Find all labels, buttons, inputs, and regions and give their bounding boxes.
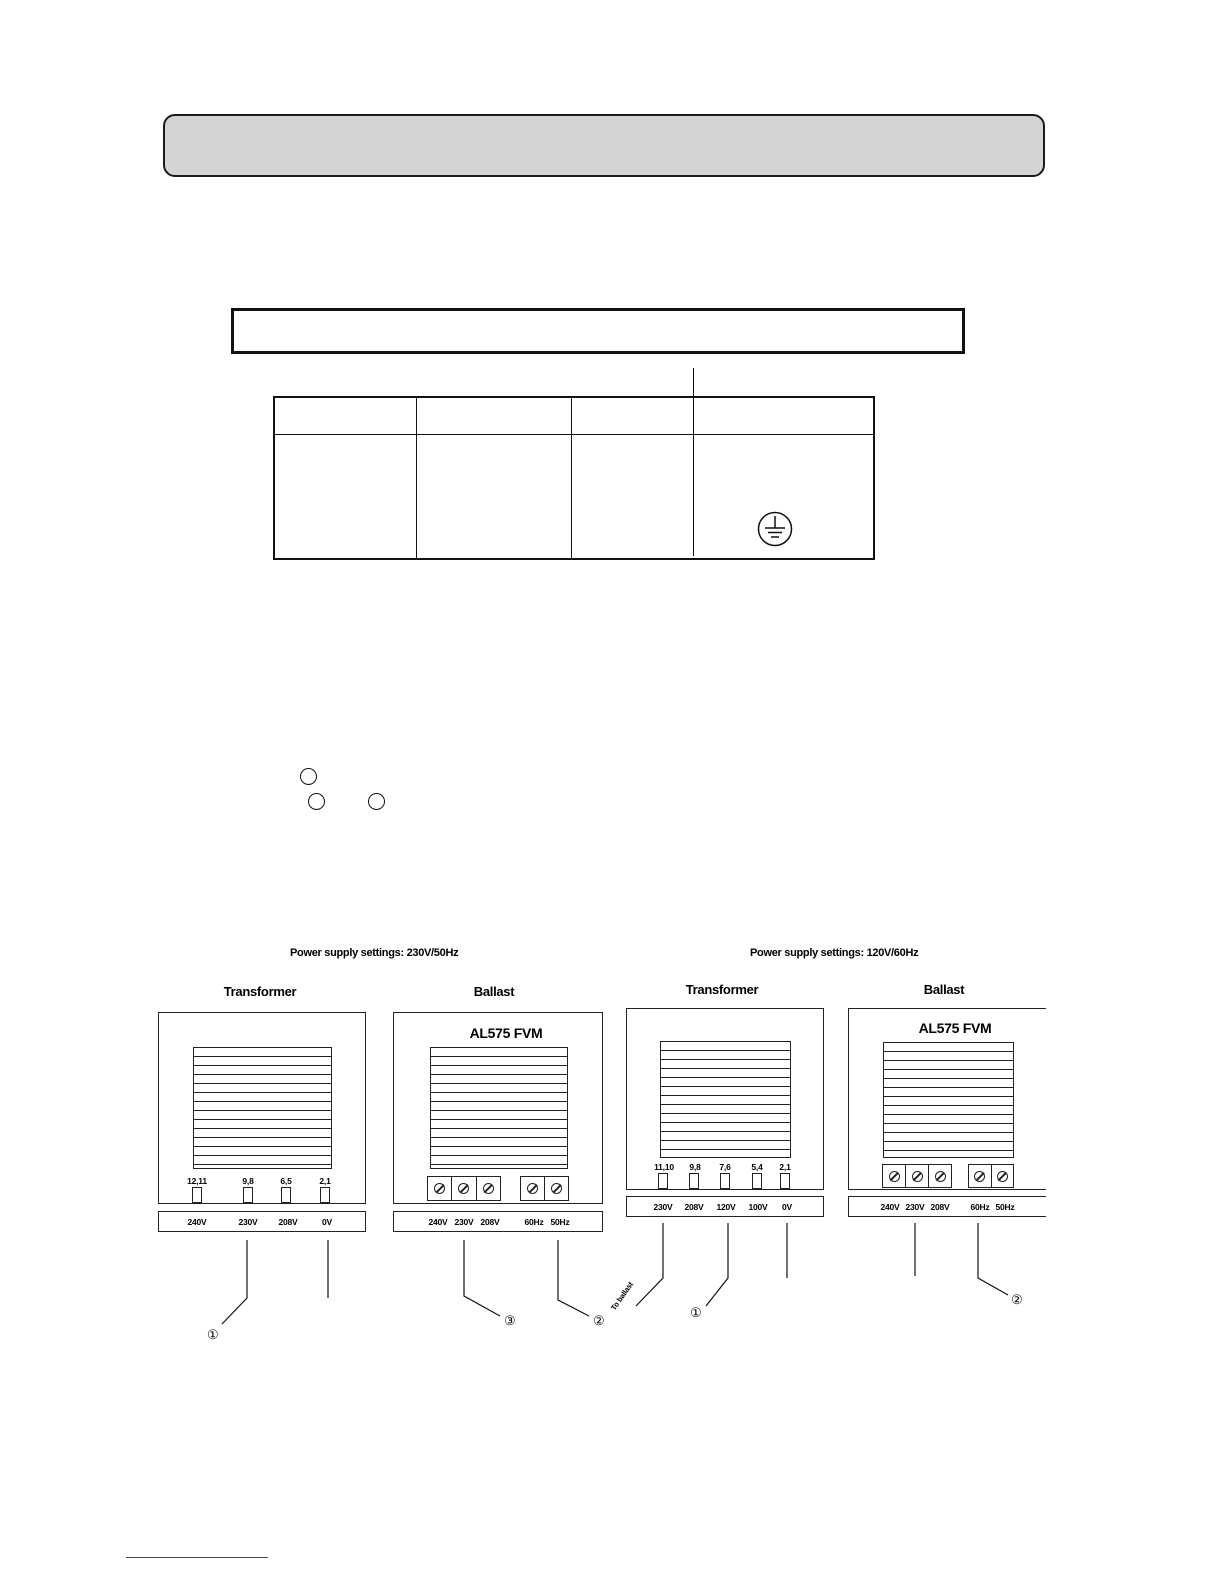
- leader-line: [558, 1240, 589, 1316]
- callout-number: ②: [593, 1313, 605, 1328]
- left-ballast-title: Ballast: [473, 984, 515, 999]
- frequency-label: 60Hz: [970, 1202, 990, 1212]
- leader-line: [222, 1240, 247, 1324]
- callout-number: ①: [690, 1305, 702, 1320]
- ballast-model-label: AL575 FVM: [918, 1020, 992, 1036]
- voltage-label: 240V: [428, 1217, 448, 1227]
- leader-line: [706, 1223, 728, 1306]
- terminal-label: 2,1: [779, 1162, 791, 1172]
- left-transformer-title: Transformer: [223, 984, 297, 999]
- voltage-label: 208V: [278, 1217, 298, 1227]
- voltage-label: 230V: [238, 1217, 258, 1227]
- voltage-label: 120V: [716, 1202, 736, 1212]
- leader-line: [464, 1240, 500, 1316]
- terminal-label: 9,8: [689, 1162, 701, 1172]
- voltage-label: 208V: [930, 1202, 950, 1212]
- voltage-label: 240V: [880, 1202, 900, 1212]
- voltage-label: 230V: [653, 1202, 673, 1212]
- voltage-label: 0V: [782, 1202, 792, 1212]
- voltage-label: 100V: [748, 1202, 768, 1212]
- left-diagram-title: Power supply settings: 230V/50Hz: [290, 947, 459, 959]
- callout-number: ②: [1011, 1292, 1023, 1307]
- right-transformer-title: Transformer: [685, 982, 759, 997]
- ballast-model-label: AL575 FVM: [469, 1025, 543, 1041]
- right-diagram-title: Power supply settings: 120V/60Hz: [750, 947, 919, 959]
- voltage-label: 0V: [322, 1217, 332, 1227]
- voltage-label: 230V: [905, 1202, 925, 1212]
- callout-number: ①: [207, 1327, 219, 1342]
- terminal-label: 2,1: [319, 1176, 331, 1186]
- terminal-label: 9,8: [242, 1176, 254, 1186]
- footer-link-underline[interactable]: [126, 1557, 268, 1558]
- frequency-label: 50Hz: [550, 1217, 570, 1227]
- terminal-label: 5,4: [751, 1162, 763, 1172]
- callout-number: ③: [504, 1313, 516, 1328]
- frequency-label: 60Hz: [524, 1217, 544, 1227]
- terminal-label: 11,10: [654, 1162, 674, 1172]
- voltage-label: 240V: [187, 1217, 207, 1227]
- terminal-label: 6,5: [280, 1176, 292, 1186]
- leader-line: [978, 1223, 1008, 1295]
- terminal-label: 7,6: [719, 1162, 731, 1172]
- frequency-label: 50Hz: [995, 1202, 1015, 1212]
- to-ballast-label: To ballast: [609, 1280, 636, 1312]
- leader-line: [636, 1223, 663, 1306]
- terminal-label: 12,11: [187, 1176, 207, 1186]
- voltage-label: 230V: [454, 1217, 474, 1227]
- voltage-label: 208V: [684, 1202, 704, 1212]
- voltage-label: 208V: [480, 1217, 500, 1227]
- right-ballast-title: Ballast: [923, 982, 965, 997]
